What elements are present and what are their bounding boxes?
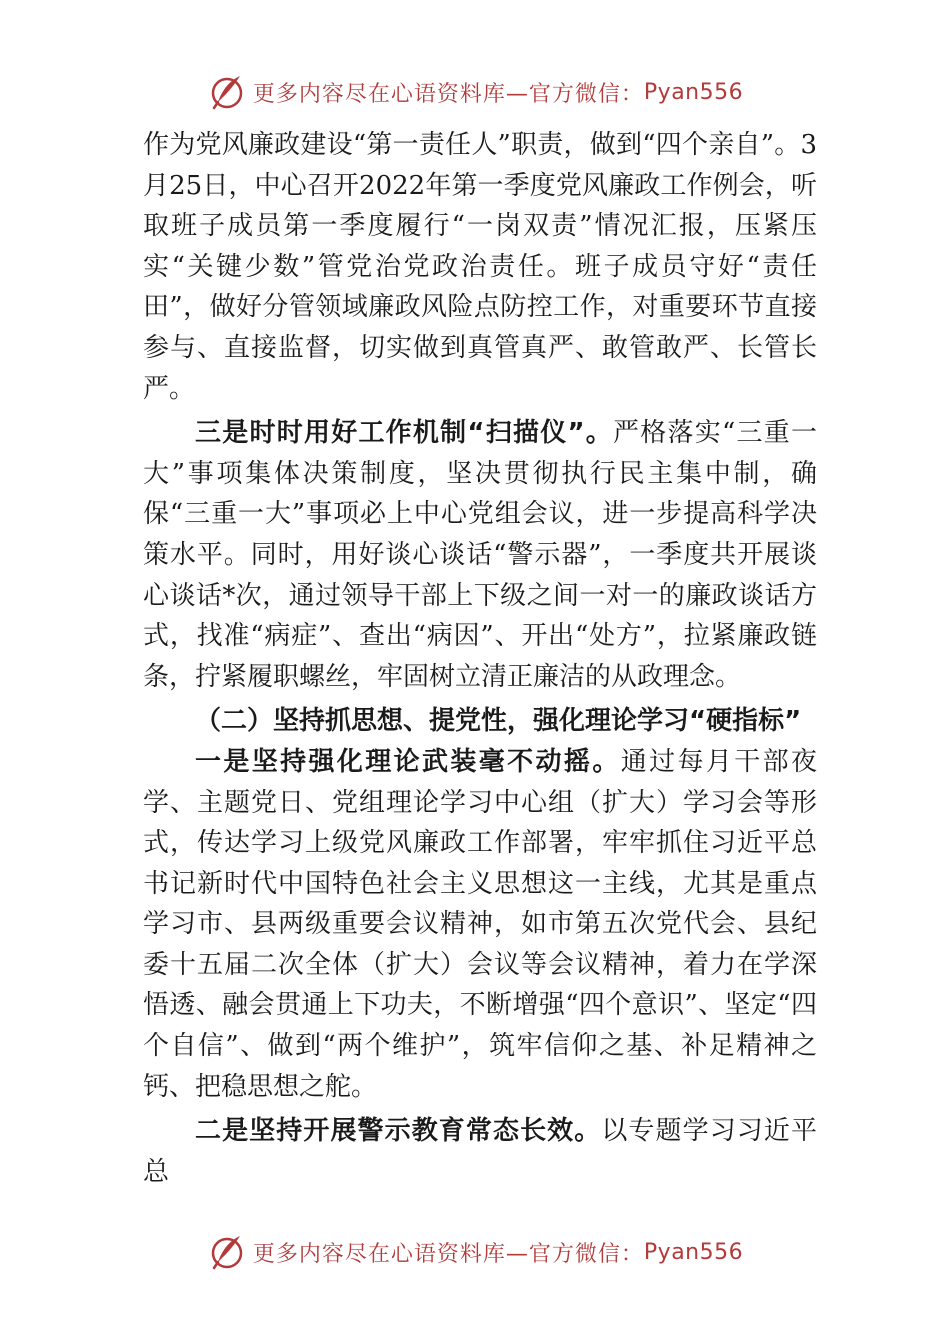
header-watermark bbox=[0, 70, 950, 114]
document-body bbox=[143, 125, 817, 1192]
footer-watermark bbox=[0, 1230, 950, 1274]
watermark-account: Pyan556 bbox=[643, 1239, 744, 1265]
paragraph-2-lead: 三是时时用好工作机制“扫描仪”。 bbox=[195, 418, 614, 449]
feather-quill-logo-icon bbox=[207, 72, 247, 112]
paragraph-2-body: 严格落实“三重一大”事项集体决策制度，坚决贯彻执行民主集中制，确保“三重一大”事项必上中心党组会议，进一步提高科学决策水平。同时，用好谈心谈话“警示器”，一季度共开展谈心谈话*次，通过领导干部上下级之间一对一的廉政谈话方式，找准“病症”、查出“病因”、开出“处方”，拉紧廉政链条，拧紧履职螺丝，牢固树立清正廉洁的从政理念。 bbox=[143, 418, 817, 692]
watermark-text: 更多内容尽在心语资料库—官方微信： bbox=[252, 1241, 644, 1267]
paragraph-4-lead: 二是坚持开展警示教育常态长效。 bbox=[195, 1116, 602, 1147]
watermark-text: 更多内容尽在心语资料库—官方微信： bbox=[252, 81, 644, 107]
paragraph-3-lead: 一是坚持强化理论武装毫不动摇。 bbox=[195, 746, 621, 777]
paragraph-3-body: 通过每月干部夜学、主题党日、党组理论学习中心组（扩大）学习会等形式，传达学习上级党风廉政工作部署，牢牢抓住习近平总书记新时代中国特色社会主义思想这一主线，尤其是重点学习市、县两级重要会议精神，如市第五次党代会、县纪委十五届二次全体（扩大）会议等会议精神，着力在学深悟透、融会贯通上下功夫，不断增强“四个意识”、坚定“四个自信”、做到“两个维护”，筑牢信仰之基、补足精神之钙、把稳思想之舵。 bbox=[143, 746, 817, 1102]
paragraph-2 bbox=[143, 413, 817, 697]
paragraph-3 bbox=[143, 742, 817, 1107]
paragraph-1: 作为党风廉政建设“第一责任人”职责，做到“四个亲自”。3月25日，中心召开2022年第一季度党风廉政工作例会，听取班子成员第一季度履行“一岗双责”情况汇报，压紧压实“关键少数”管党治党政治责任。班子成员守好“责任田”，做好分管领域廉政风险点防控工作，对重要环节直接参与、直接监督，切实做到真管真严、敢管敢严、长管长严。 bbox=[143, 130, 817, 404]
feather-quill-logo-icon bbox=[207, 1232, 247, 1272]
paragraph-4-body: 以专题学习习近平总 bbox=[143, 1116, 817, 1187]
watermark-account: Pyan556 bbox=[643, 79, 744, 105]
section-heading-2: （二）坚持抓思想、提党性，强化理论学习“硬指标” bbox=[195, 706, 802, 737]
paragraph-4 bbox=[143, 1111, 817, 1192]
